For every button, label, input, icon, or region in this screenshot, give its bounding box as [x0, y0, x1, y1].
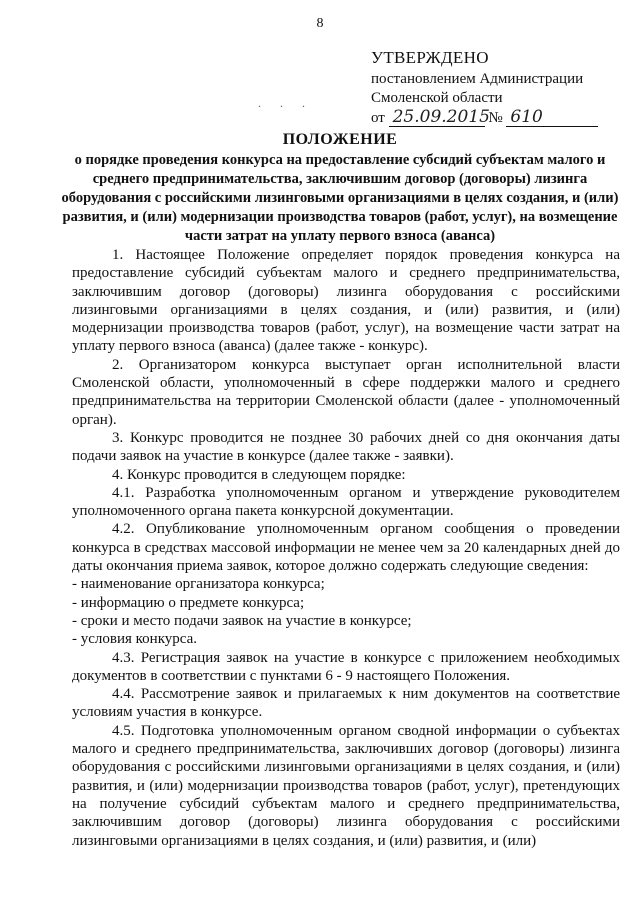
number-prefix: № [488, 110, 503, 126]
list-item: - условия конкурса. [72, 631, 198, 648]
paragraph-1: 1. Настоящее Положение определяет порядок проведения конкурса на предоставление субсидий субъектам малого и среднего предпринимательства, заключившим договор (договоры) лизинга оборудования с российскими лизинговыми организациями в целях создания, и (или) развития, и (или) модернизации производства товаров (работ, услуг), на возмещение части затрат на уплату первого взноса (аванса) (далее также - конкурс). [72, 247, 620, 355]
document-subtitle: о порядке проведения конкурса на предоставление субсидий субъектам малого и среднего предпринимательства, заключившим договор (договоры) лизинга оборудования с российскими лизинговыми организациями в целях создания, и (или) развития, и (или) модернизации производства товаров (работ, услуг), на возмещение части затрат на уплату первого взноса (аванса) [61, 152, 619, 244]
paragraph-4: 4. Конкурс проводится в следующем порядке: [112, 466, 406, 483]
approval-line-1: постановлением Администрации [371, 71, 584, 87]
approval-stamp [371, 48, 621, 128]
scan-dots: . . . [258, 96, 313, 110]
date-prefix: от [371, 110, 385, 126]
document-body [72, 246, 620, 850]
paragraph-4-1: 4.1. Разработка уполномоченным органом и утверждение руководителем уполномоченного органа пакета конкурсной документации. [72, 484, 620, 520]
page-number: 8 [316, 16, 324, 31]
list-item: - наименование организатора конкурса; [72, 576, 325, 593]
document-heading [60, 131, 620, 246]
paragraph-4-3: 4.3. Регистрация заявок на участие в конкурсе с приложением необходимых документов в соответствии с пунктами 6 - 9 настоящего Положения. [72, 649, 620, 684]
approval-title: УТВЕРЖДЕНО [371, 48, 489, 67]
list-item: - сроки и место подачи заявок на участие в конкурсе; [72, 612, 412, 629]
handwritten-date: 25.09.2015 [389, 108, 485, 127]
paragraph-4-2: 4.2. Опубликование уполномоченным органом сообщения о проведении конкурса в средствах массовой информации не менее чем за 20 календарных дней до даты окончания приема заявок, которое должно содержать следующие сведения: [72, 521, 620, 575]
paragraph-2: 2. Организатором конкурса выступает орган исполнительной власти Смоленской области, уполномоченный в сфере поддержки малого и среднего предпринимательства на территории Смоленской области (далее - уполномоченный орган). [72, 356, 620, 428]
paragraph-3: 3. Конкурс проводится не позднее 30 рабочих дней со дня окончания даты подачи заявок на участие в конкурсе (далее также - заявки). [72, 429, 620, 465]
approval-line-2: Смоленской области [371, 90, 503, 106]
list-item: - информацию о предмете конкурса; [72, 594, 305, 611]
paragraph-4-5: 4.5. Подготовка уполномоченным органом сводной информации о субъектах малого и среднего предпринимательства, заключивших договор (договоры) лизинга оборудования с российскими лизинговыми организациями в целях создания, и (или) развития, и (или) модернизации производства товаров (работ, услуг), претендующих на получение субсидий субъектам малого и среднего предпринимательства, заключившим договор (договоры) лизинга оборудования с российскими лизинговыми организациями в целях создания, и (или) развития, и (или) [72, 722, 620, 849]
paragraph-4-4: 4.4. Рассмотрение заявок и прилагаемых к ним документов на соответствие условиям участия в конкурсе. [72, 686, 620, 721]
handwritten-number: 610 [506, 108, 598, 127]
document-title: ПОЛОЖЕНИЕ [282, 131, 398, 148]
approval-date-row [371, 108, 621, 128]
